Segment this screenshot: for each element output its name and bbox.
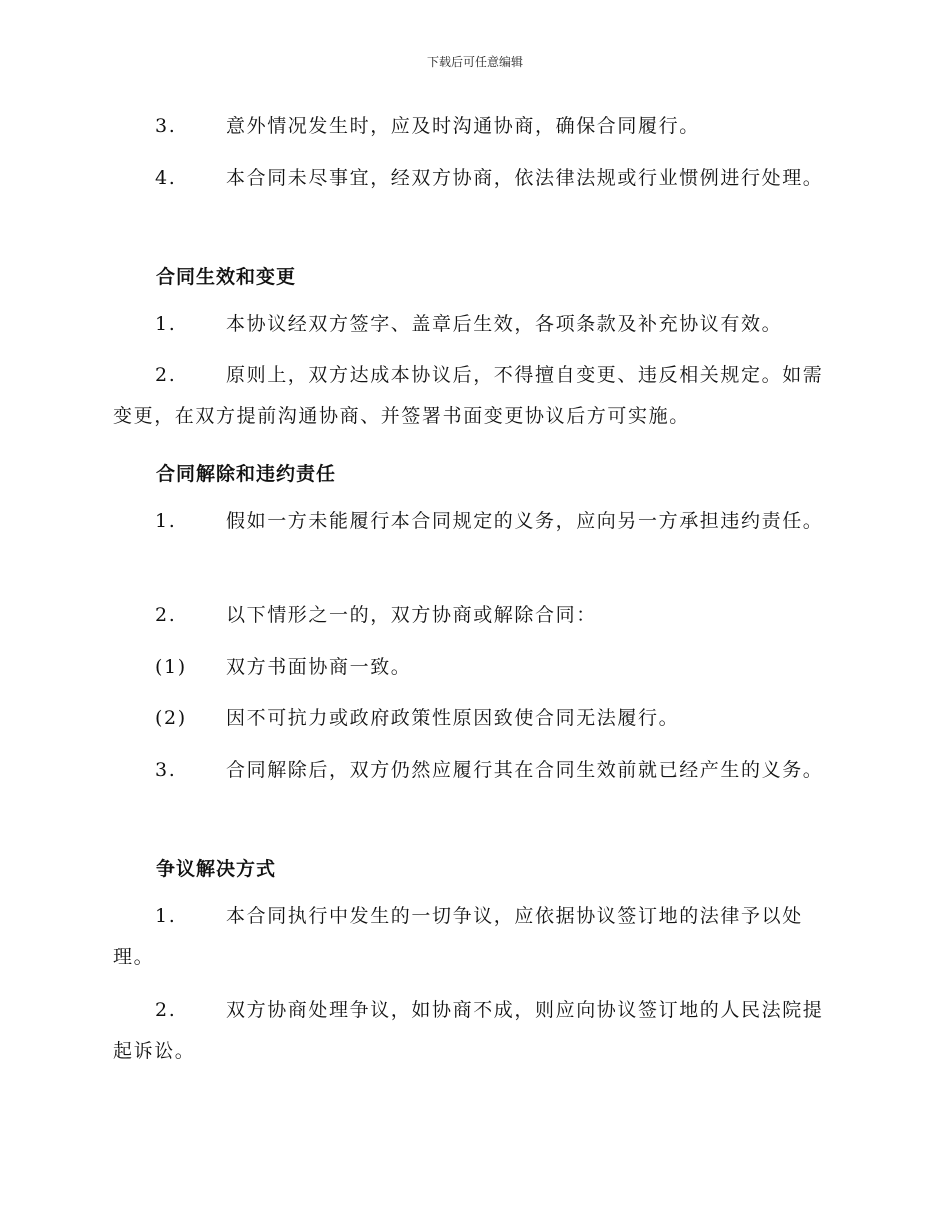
clause-number: 1.	[155, 313, 177, 335]
clause-text: 因不可抗力或政府政策性原因致使合同无法履行。	[226, 707, 680, 729]
clause-number: 3.	[155, 759, 177, 781]
section-heading: 合同解除和违约责任	[156, 463, 337, 485]
clause-paragraph	[113, 698, 833, 739]
clause-text: 双方协商处理争议，如协商不成，则应向协议签订地的人民法院提起诉讼。	[113, 999, 824, 1062]
clause-text: 双方书面协商一致。	[226, 656, 412, 678]
clause-paragraph	[113, 304, 833, 345]
section-heading: 争议解决方式	[156, 858, 277, 880]
clause-paragraph	[113, 990, 833, 1072]
clause-paragraph	[113, 158, 833, 199]
clause-number: (1)	[155, 656, 187, 678]
clause-number: 4.	[155, 167, 177, 189]
clause-number: 1.	[155, 510, 177, 532]
clause-text: 合同解除后，双方仍然应履行其在合同生效前就已经产生的义务。	[226, 759, 824, 781]
clause-number: 2.	[155, 364, 177, 386]
clause-text: 原则上，双方达成本协议后，不得擅自变更、违反相关规定。如需变更，在双方提前沟通协商、并签署书面变更协议后方可实施。	[113, 364, 824, 427]
clause-text: 假如一方未能履行本合同规定的义务，应向另一方承担违约责任。	[226, 510, 824, 532]
clause-number: 1.	[155, 905, 177, 927]
clause-paragraph	[113, 106, 833, 147]
clause-text: 意外情况发生时，应及时沟通协商，确保合同履行。	[226, 115, 700, 137]
clause-paragraph	[113, 647, 833, 688]
clause-number: 2.	[155, 604, 177, 626]
clause-text: 本协议经双方签字、盖章后生效，各项条款及补充协议有效。	[226, 313, 783, 335]
clause-text: 本合同未尽事宜，经双方协商，依法律法规或行业惯例进行处理。	[226, 167, 824, 189]
clause-text: 本合同执行中发生的一切争议，应依据协议签订地的法律予以处理。	[113, 905, 803, 968]
clause-paragraph	[113, 896, 833, 978]
clause-paragraph	[113, 750, 833, 791]
clause-paragraph	[113, 355, 833, 437]
clause-paragraph	[113, 501, 833, 542]
section-heading: 合同生效和变更	[156, 266, 297, 288]
page-header: 下载后可任意编辑	[426, 55, 523, 69]
clause-number: (2)	[155, 707, 187, 729]
clause-paragraph	[113, 595, 833, 636]
clause-text: 以下情形之一的，双方协商或解除合同：	[226, 604, 597, 626]
clause-number: 3.	[155, 115, 177, 137]
clause-number: 2.	[155, 999, 177, 1021]
